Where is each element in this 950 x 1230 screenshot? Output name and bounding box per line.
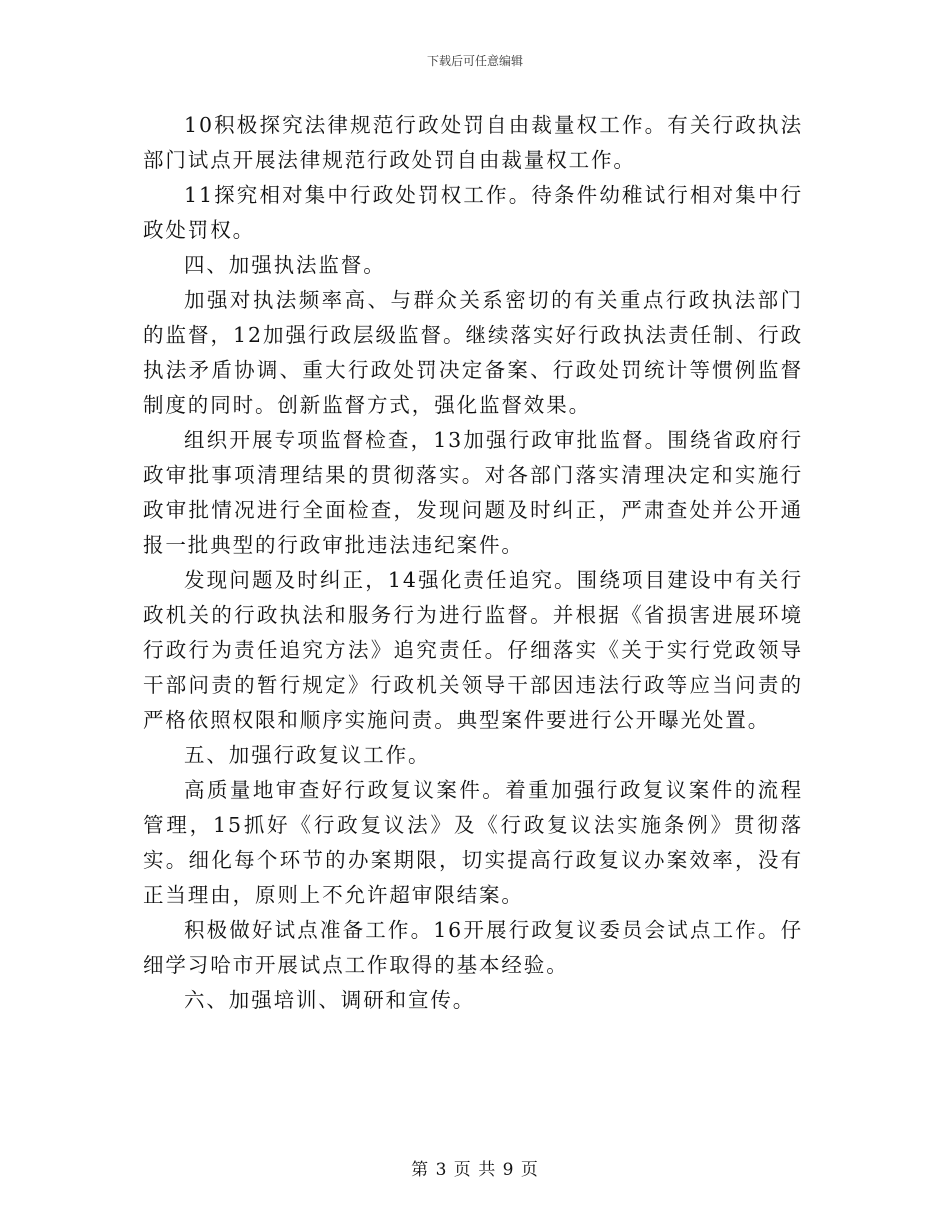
page-footer: 第 3 页 共 9 页 (411, 1160, 539, 1180)
paragraph: 发现问题及时纠正，14强化责任追究。围绕项目建设中有关行政机关的行政执法和服务行为进行监督。并根据《省损害进展环境行政行为责任追究方法》追究责任。仔细落实《关于实行党政领导干部问责的暂行规定》行政机关领导干部因违法行政等应当问责的严格依照权限和顺序实施问责。典型案件要进行公开曝光处置。 (143, 568, 803, 732)
paragraph: 组织开展专项监督检查，13加强行政审批监督。围绕省政府行政审批事项清理结果的贯彻落实。对各部门落实清理决定和实施行政审批情况进行全面检查，发现问题及时纠正，严肃查处并公开通报一批典型的行政审批违法违纪案件。 (143, 428, 803, 557)
section-heading: 六、加强培训、调研和宣传。 (184, 988, 476, 1012)
paragraph: 11探究相对集中行政处罚权工作。待条件幼稚试行相对集中行政处罚权。 (143, 183, 803, 242)
section-heading: 四、加强执法监督。 (184, 253, 386, 277)
document-body (143, 108, 803, 1018)
paragraph: 积极做好试点准备工作。16开展行政复议委员会试点工作。仔细学习哈市开展试点工作取得的基本经验。 (143, 918, 803, 977)
paragraph: 高质量地审查好行政复议案件。着重加强行政复议案件的流程管理，15抓好《行政复议法》及《行政复议法实施条例》贯彻落实。细化每个环节的办案期限，切实提高行政复议办案效率，没有正当理由，原则上不允许超审限结案。 (143, 778, 803, 907)
section-heading: 五、加强行政复议工作。 (184, 743, 431, 767)
page-header: 下载后可任意编辑 (426, 54, 523, 68)
paragraph: 加强对执法频率高、与群众关系密切的有关重点行政执法部门的监督，12加强行政层级监督。继续落实好行政执法责任制、行政执法矛盾协调、重大行政处罚决定备案、行政处罚统计等惯例监督制度的同时。创新监督方式，强化监督效果。 (143, 288, 803, 417)
paragraph: 10积极探究法律规范行政处罚自由裁量权工作。有关行政执法部门试点开展法律规范行政处罚自由裁量权工作。 (143, 113, 803, 172)
